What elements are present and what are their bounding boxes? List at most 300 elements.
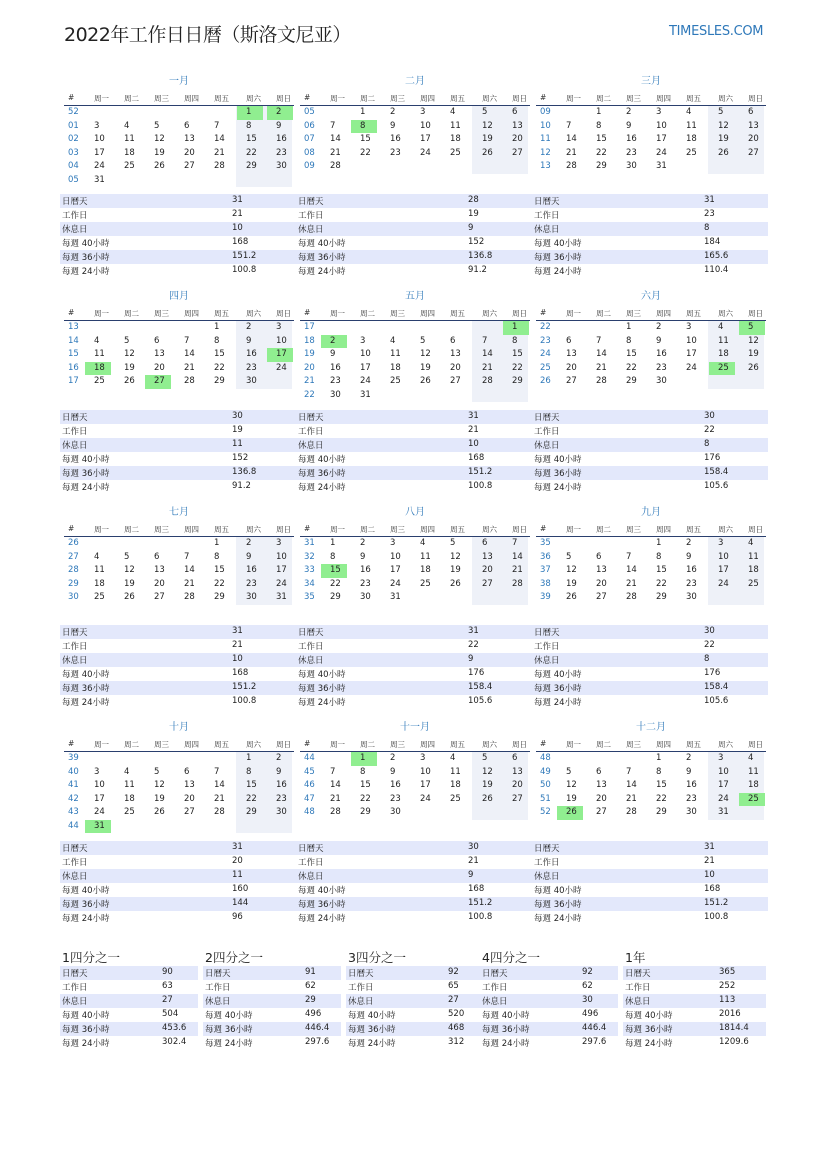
day-cell[interactable]: 8 (330, 551, 336, 562)
day-cell[interactable]: 22 (360, 793, 371, 804)
day-cell[interactable]: 24 (718, 793, 729, 804)
day-cell[interactable]: 19 (124, 362, 135, 373)
day-cell[interactable]: 23 (626, 147, 637, 158)
day-cell[interactable]: 16 (330, 362, 341, 373)
day-cell[interactable]: 6 (450, 335, 456, 346)
day-cell[interactable]: 22 (330, 578, 341, 589)
day-cell[interactable]: 9 (656, 335, 662, 346)
day-cell[interactable]: 24 (420, 793, 431, 804)
day-cell[interactable]: 20 (748, 134, 759, 144)
day-cell[interactable]: 10 (276, 551, 287, 562)
day-cell[interactable]: 3 (390, 538, 396, 548)
day-cell[interactable]: 22 (360, 147, 371, 158)
day-cell[interactable]: 27 (154, 592, 165, 602)
day-cell[interactable]: 9 (246, 335, 252, 346)
day-cell[interactable]: 27 (748, 147, 759, 158)
day-cell[interactable]: 3 (420, 753, 426, 763)
day-cell[interactable]: 29 (596, 161, 607, 171)
day-cell[interactable]: 9 (276, 120, 282, 131)
brand-logo[interactable]: TIMESLES.COM (669, 24, 764, 39)
day-cell[interactable]: 22 (512, 362, 523, 373)
day-cell[interactable]: 12 (718, 120, 729, 131)
day-cell[interactable]: 1 (656, 538, 662, 548)
day-cell[interactable]: 22 (626, 362, 637, 373)
day-cell[interactable]: 25 (450, 793, 461, 804)
day-cell[interactable]: 14 (512, 551, 523, 562)
day-cell[interactable]: 31 (360, 389, 371, 400)
day-cell[interactable]: 21 (214, 793, 225, 804)
day-cell[interactable]: 30 (626, 161, 637, 171)
day-cell[interactable]: 10 (718, 551, 729, 562)
day-cell[interactable]: 27 (566, 376, 577, 386)
day-cell[interactable]: 5 (154, 766, 160, 777)
day-cell[interactable]: 19 (482, 780, 493, 790)
day-cell[interactable]: 28 (330, 807, 341, 817)
day-cell[interactable]: 6 (184, 766, 190, 777)
day-cell[interactable]: 16 (686, 565, 697, 575)
day-cell[interactable]: 14 (626, 565, 637, 575)
day-cell[interactable]: 19 (718, 134, 729, 144)
day-cell[interactable]: 4 (124, 120, 130, 131)
day-cell[interactable]: 26 (420, 376, 431, 386)
day-cell[interactable]: 2 (656, 322, 662, 332)
day-cell[interactable]: 4 (450, 753, 456, 763)
day-cell[interactable]: 12 (566, 780, 577, 790)
day-cell[interactable]: 18 (450, 134, 461, 144)
day-cell[interactable]: 22 (246, 793, 257, 804)
day-cell[interactable]: 29 (246, 807, 257, 817)
day-cell[interactable]: 28 (214, 807, 225, 817)
day-cell[interactable]: 17 (94, 793, 105, 804)
day-cell[interactable]: 4 (748, 753, 754, 763)
day-cell[interactable]: 11 (748, 766, 759, 777)
day-cell[interactable]: 4 (94, 335, 100, 346)
day-cell[interactable]: 24 (390, 578, 401, 589)
day-cell[interactable]: 30 (390, 807, 401, 817)
day-cell[interactable]: 6 (512, 107, 518, 117)
day-cell[interactable]: 22 (656, 578, 667, 589)
day-cell[interactable]: 19 (420, 362, 431, 373)
day-cell[interactable]: 12 (450, 551, 461, 562)
day-cell[interactable]: 25 (124, 807, 135, 817)
day-cell[interactable]: 23 (246, 362, 257, 373)
day-cell[interactable]: 20 (512, 134, 523, 144)
day-cell[interactable]: 28 (596, 376, 607, 386)
day-cell[interactable]: 14 (626, 780, 637, 790)
day-cell[interactable]: 27 (154, 376, 165, 386)
day-cell[interactable]: 15 (330, 565, 341, 575)
day-cell[interactable]: 6 (596, 551, 602, 562)
day-cell[interactable]: 19 (748, 349, 759, 359)
day-cell[interactable]: 20 (512, 780, 523, 790)
day-cell[interactable]: 16 (686, 780, 697, 790)
day-cell[interactable]: 11 (94, 565, 105, 575)
day-cell[interactable]: 17 (94, 147, 105, 158)
day-cell[interactable]: 18 (450, 780, 461, 790)
day-cell[interactable]: 15 (512, 349, 523, 359)
day-cell[interactable]: 11 (450, 120, 461, 131)
day-cell[interactable]: 17 (718, 780, 729, 790)
day-cell[interactable]: 10 (656, 120, 667, 131)
day-cell[interactable]: 16 (246, 349, 257, 359)
day-cell[interactable]: 29 (330, 592, 341, 602)
day-cell[interactable]: 20 (184, 793, 195, 804)
day-cell[interactable]: 23 (656, 362, 667, 373)
day-cell[interactable]: 5 (450, 538, 456, 548)
day-cell[interactable]: 27 (512, 793, 523, 804)
day-cell[interactable]: 10 (94, 134, 105, 144)
day-cell[interactable]: 4 (450, 107, 456, 117)
day-cell[interactable]: 23 (390, 793, 401, 804)
day-cell[interactable]: 3 (718, 538, 724, 548)
day-cell[interactable]: 28 (184, 592, 195, 602)
day-cell[interactable]: 31 (390, 592, 401, 602)
day-cell[interactable]: 17 (276, 565, 287, 575)
day-cell[interactable]: 8 (246, 120, 252, 131)
day-cell[interactable]: 1 (330, 538, 336, 548)
day-cell[interactable]: 30 (686, 807, 697, 817)
day-cell[interactable]: 4 (124, 766, 130, 777)
day-cell[interactable]: 27 (184, 807, 195, 817)
day-cell[interactable]: 15 (656, 565, 667, 575)
day-cell[interactable]: 2 (686, 538, 692, 548)
day-cell[interactable]: 21 (512, 565, 523, 575)
day-cell[interactable]: 24 (686, 362, 697, 373)
day-cell[interactable]: 7 (596, 335, 602, 346)
day-cell[interactable]: 25 (420, 578, 431, 589)
day-cell[interactable]: 16 (360, 565, 371, 575)
day-cell[interactable]: 6 (596, 766, 602, 777)
day-cell[interactable]: 24 (718, 578, 729, 589)
day-cell[interactable]: 2 (276, 753, 282, 763)
day-cell[interactable]: 5 (124, 335, 130, 346)
day-cell[interactable]: 10 (94, 780, 105, 790)
day-cell[interactable]: 30 (330, 389, 341, 400)
day-cell[interactable]: 9 (686, 766, 692, 777)
day-cell[interactable]: 25 (390, 376, 401, 386)
day-cell[interactable]: 12 (154, 780, 165, 790)
day-cell[interactable]: 26 (154, 807, 165, 817)
day-cell[interactable]: 29 (360, 807, 371, 817)
day-cell[interactable]: 28 (566, 161, 577, 171)
day-cell[interactable]: 1 (512, 322, 518, 332)
day-cell[interactable]: 15 (596, 134, 607, 144)
day-cell[interactable]: 29 (656, 592, 667, 602)
day-cell[interactable]: 12 (124, 565, 135, 575)
day-cell[interactable]: 3 (718, 753, 724, 763)
day-cell[interactable]: 2 (246, 538, 252, 548)
day-cell[interactable]: 29 (214, 592, 225, 602)
day-cell[interactable]: 21 (596, 362, 607, 373)
day-cell[interactable]: 8 (626, 335, 632, 346)
day-cell[interactable]: 11 (718, 335, 729, 346)
day-cell[interactable]: 14 (184, 349, 195, 359)
day-cell[interactable]: 19 (450, 565, 461, 575)
day-cell[interactable]: 6 (512, 753, 518, 763)
day-cell[interactable]: 20 (596, 578, 607, 589)
day-cell[interactable]: 27 (512, 147, 523, 158)
day-cell[interactable]: 20 (482, 565, 493, 575)
day-cell[interactable]: 26 (748, 362, 759, 373)
day-cell[interactable]: 24 (276, 578, 287, 589)
day-cell[interactable]: 15 (656, 780, 667, 790)
day-cell[interactable]: 11 (450, 766, 461, 777)
day-cell[interactable]: 21 (214, 147, 225, 158)
day-cell[interactable]: 2 (390, 107, 396, 117)
day-cell[interactable]: 19 (566, 578, 577, 589)
day-cell[interactable]: 27 (482, 578, 493, 589)
day-cell[interactable]: 18 (390, 362, 401, 373)
day-cell[interactable]: 17 (718, 565, 729, 575)
day-cell[interactable]: 20 (566, 362, 577, 373)
day-cell[interactable]: 8 (360, 120, 366, 131)
day-cell[interactable]: 6 (154, 335, 160, 346)
day-cell[interactable]: 8 (656, 766, 662, 777)
day-cell[interactable]: 1 (214, 538, 220, 548)
day-cell[interactable]: 13 (154, 349, 165, 359)
day-cell[interactable]: 7 (482, 335, 488, 346)
day-cell[interactable]: 31 (94, 820, 105, 831)
day-cell[interactable]: 23 (276, 147, 287, 158)
day-cell[interactable]: 8 (512, 335, 518, 346)
day-cell[interactable]: 22 (214, 578, 225, 589)
day-cell[interactable]: 14 (330, 780, 341, 790)
day-cell[interactable]: 1 (360, 753, 366, 763)
day-cell[interactable]: 16 (276, 134, 287, 144)
day-cell[interactable]: 28 (512, 578, 523, 589)
day-cell[interactable]: 5 (420, 335, 426, 346)
day-cell[interactable]: 31 (718, 807, 729, 817)
day-cell[interactable]: 4 (94, 551, 100, 562)
day-cell[interactable]: 13 (482, 551, 493, 562)
day-cell[interactable]: 18 (718, 349, 729, 359)
day-cell[interactable]: 3 (94, 120, 100, 131)
day-cell[interactable]: 24 (94, 161, 105, 171)
day-cell[interactable]: 23 (276, 793, 287, 804)
day-cell[interactable]: 2 (246, 322, 252, 332)
day-cell[interactable]: 10 (276, 335, 287, 346)
day-cell[interactable]: 21 (184, 362, 195, 373)
day-cell[interactable]: 14 (596, 349, 607, 359)
day-cell[interactable]: 9 (330, 349, 336, 359)
day-cell[interactable]: 17 (360, 362, 371, 373)
day-cell[interactable]: 16 (656, 349, 667, 359)
day-cell[interactable]: 1 (656, 753, 662, 763)
day-cell[interactable]: 23 (246, 578, 257, 589)
day-cell[interactable]: 9 (246, 551, 252, 562)
day-cell[interactable]: 13 (566, 349, 577, 359)
day-cell[interactable]: 2 (390, 753, 396, 763)
day-cell[interactable]: 15 (214, 565, 225, 575)
day-cell[interactable]: 9 (276, 766, 282, 777)
day-cell[interactable]: 28 (482, 376, 493, 386)
day-cell[interactable]: 11 (124, 134, 135, 144)
day-cell[interactable]: 25 (686, 147, 697, 158)
day-cell[interactable]: 29 (626, 376, 637, 386)
day-cell[interactable]: 18 (124, 147, 135, 158)
day-cell[interactable]: 20 (450, 362, 461, 373)
day-cell[interactable]: 5 (718, 107, 724, 117)
day-cell[interactable]: 14 (184, 565, 195, 575)
day-cell[interactable]: 28 (330, 161, 341, 171)
day-cell[interactable]: 12 (154, 134, 165, 144)
day-cell[interactable]: 25 (450, 147, 461, 158)
day-cell[interactable]: 15 (214, 349, 225, 359)
day-cell[interactable]: 7 (626, 551, 632, 562)
day-cell[interactable]: 7 (330, 766, 336, 777)
day-cell[interactable]: 25 (718, 362, 729, 373)
day-cell[interactable]: 10 (686, 335, 697, 346)
day-cell[interactable]: 5 (482, 753, 488, 763)
day-cell[interactable]: 12 (420, 349, 431, 359)
day-cell[interactable]: 18 (94, 362, 105, 373)
day-cell[interactable]: 27 (596, 807, 607, 817)
day-cell[interactable]: 15 (360, 134, 371, 144)
day-cell[interactable]: 9 (626, 120, 632, 131)
day-cell[interactable]: 13 (596, 780, 607, 790)
day-cell[interactable]: 25 (748, 578, 759, 589)
day-cell[interactable]: 25 (94, 592, 105, 602)
day-cell[interactable]: 11 (94, 349, 105, 359)
day-cell[interactable]: 26 (482, 147, 493, 158)
day-cell[interactable]: 13 (512, 120, 523, 131)
day-cell[interactable]: 20 (154, 362, 165, 373)
day-cell[interactable]: 7 (330, 120, 336, 131)
day-cell[interactable]: 11 (124, 780, 135, 790)
day-cell[interactable]: 20 (596, 793, 607, 804)
day-cell[interactable]: 7 (626, 766, 632, 777)
day-cell[interactable]: 16 (626, 134, 637, 144)
day-cell[interactable]: 21 (482, 362, 493, 373)
day-cell[interactable]: 27 (596, 592, 607, 602)
day-cell[interactable]: 23 (330, 376, 341, 386)
day-cell[interactable]: 5 (566, 766, 572, 777)
day-cell[interactable]: 21 (330, 793, 341, 804)
day-cell[interactable]: 24 (276, 362, 287, 373)
day-cell[interactable]: 29 (246, 161, 257, 171)
day-cell[interactable]: 30 (276, 807, 287, 817)
day-cell[interactable]: 2 (360, 538, 366, 548)
day-cell[interactable]: 12 (566, 565, 577, 575)
day-cell[interactable]: 22 (214, 362, 225, 373)
day-cell[interactable]: 15 (360, 780, 371, 790)
day-cell[interactable]: 2 (330, 335, 336, 346)
day-cell[interactable]: 13 (450, 349, 461, 359)
day-cell[interactable]: 9 (360, 551, 366, 562)
day-cell[interactable]: 17 (420, 780, 431, 790)
day-cell[interactable]: 9 (686, 551, 692, 562)
day-cell[interactable]: 1 (246, 107, 252, 117)
day-cell[interactable]: 23 (686, 793, 697, 804)
day-cell[interactable]: 22 (596, 147, 607, 158)
day-cell[interactable]: 4 (390, 335, 396, 346)
day-cell[interactable]: 23 (390, 147, 401, 158)
day-cell[interactable]: 27 (450, 376, 461, 386)
day-cell[interactable]: 5 (154, 120, 160, 131)
day-cell[interactable]: 30 (656, 376, 667, 386)
day-cell[interactable]: 16 (246, 565, 257, 575)
day-cell[interactable]: 18 (420, 565, 431, 575)
day-cell[interactable]: 30 (246, 592, 257, 602)
day-cell[interactable]: 2 (626, 107, 632, 117)
day-cell[interactable]: 4 (420, 538, 426, 548)
day-cell[interactable]: 16 (390, 780, 401, 790)
day-cell[interactable]: 29 (214, 376, 225, 386)
day-cell[interactable]: 31 (276, 592, 287, 602)
day-cell[interactable]: 12 (748, 335, 759, 346)
day-cell[interactable]: 21 (626, 578, 637, 589)
day-cell[interactable]: 20 (154, 578, 165, 589)
day-cell[interactable]: 16 (390, 134, 401, 144)
day-cell[interactable]: 10 (420, 766, 431, 777)
day-cell[interactable]: 19 (154, 147, 165, 158)
day-cell[interactable]: 17 (390, 565, 401, 575)
day-cell[interactable]: 8 (214, 335, 220, 346)
day-cell[interactable]: 3 (276, 322, 282, 332)
day-cell[interactable]: 1 (246, 753, 252, 763)
day-cell[interactable]: 26 (124, 592, 135, 602)
day-cell[interactable]: 17 (420, 134, 431, 144)
day-cell[interactable]: 5 (482, 107, 488, 117)
day-cell[interactable]: 4 (718, 322, 724, 332)
day-cell[interactable]: 9 (390, 766, 396, 777)
day-cell[interactable]: 15 (246, 780, 257, 790)
day-cell[interactable]: 2 (686, 753, 692, 763)
day-cell[interactable]: 29 (512, 376, 523, 386)
day-cell[interactable]: 7 (184, 551, 190, 562)
day-cell[interactable]: 31 (94, 174, 105, 185)
day-cell[interactable]: 10 (360, 349, 371, 359)
day-cell[interactable]: 26 (450, 578, 461, 589)
day-cell[interactable]: 13 (512, 766, 523, 777)
day-cell[interactable]: 12 (482, 766, 493, 777)
day-cell[interactable]: 10 (718, 766, 729, 777)
day-cell[interactable]: 24 (360, 376, 371, 386)
day-cell[interactable]: 18 (124, 793, 135, 804)
day-cell[interactable]: 30 (246, 376, 257, 386)
day-cell[interactable]: 17 (686, 349, 697, 359)
day-cell[interactable]: 29 (656, 807, 667, 817)
day-cell[interactable]: 7 (566, 120, 572, 131)
day-cell[interactable]: 11 (686, 120, 697, 131)
day-cell[interactable]: 12 (482, 120, 493, 131)
day-cell[interactable]: 25 (124, 161, 135, 171)
day-cell[interactable]: 23 (686, 578, 697, 589)
day-cell[interactable]: 15 (246, 134, 257, 144)
day-cell[interactable]: 19 (154, 793, 165, 804)
day-cell[interactable]: 7 (214, 766, 220, 777)
day-cell[interactable]: 13 (184, 780, 195, 790)
day-cell[interactable]: 5 (124, 551, 130, 562)
day-cell[interactable]: 28 (626, 807, 637, 817)
day-cell[interactable]: 28 (184, 376, 195, 386)
day-cell[interactable]: 6 (566, 335, 572, 346)
day-cell[interactable]: 28 (626, 592, 637, 602)
day-cell[interactable]: 18 (94, 578, 105, 589)
day-cell[interactable]: 13 (154, 565, 165, 575)
day-cell[interactable]: 25 (748, 793, 759, 804)
day-cell[interactable]: 21 (566, 147, 577, 158)
day-cell[interactable]: 4 (748, 538, 754, 548)
day-cell[interactable]: 24 (94, 807, 105, 817)
day-cell[interactable]: 6 (748, 107, 754, 117)
day-cell[interactable]: 8 (656, 551, 662, 562)
day-cell[interactable]: 14 (566, 134, 577, 144)
day-cell[interactable]: 26 (566, 807, 577, 817)
day-cell[interactable]: 18 (686, 134, 697, 144)
day-cell[interactable]: 14 (330, 134, 341, 144)
day-cell[interactable]: 2 (276, 107, 282, 117)
